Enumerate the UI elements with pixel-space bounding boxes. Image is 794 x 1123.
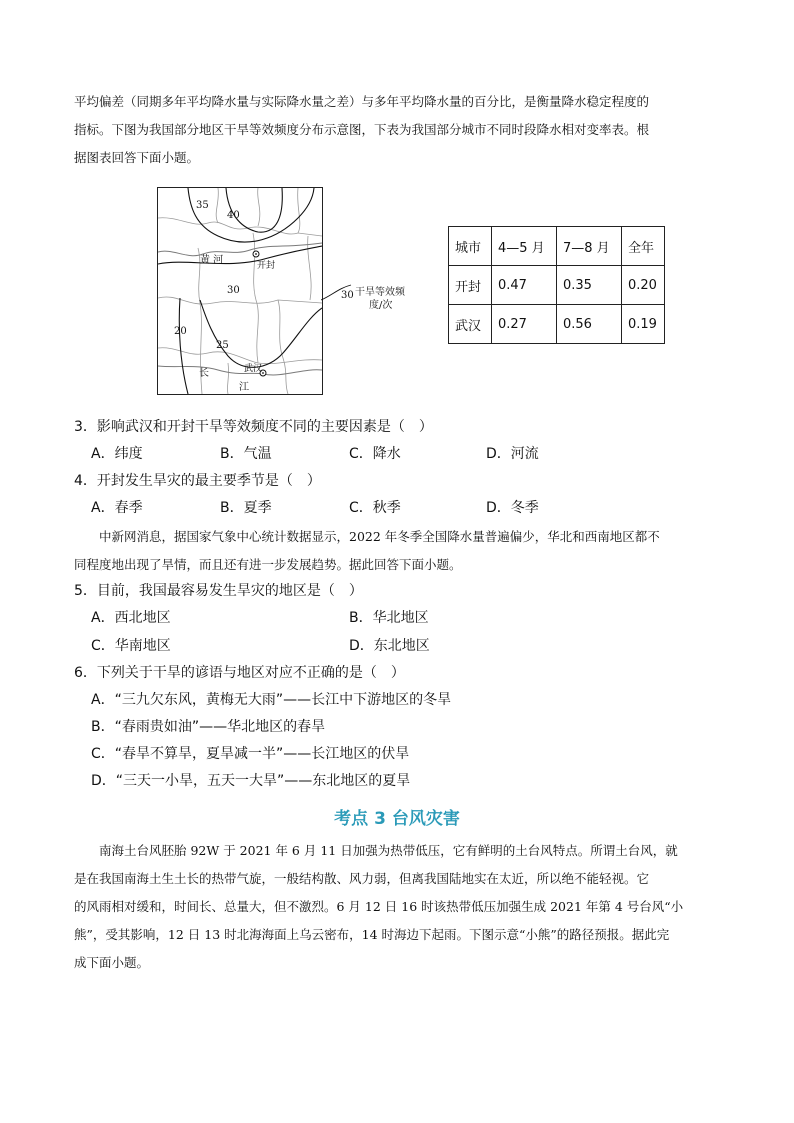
question-3-option-b[interactable]: B．气温 xyxy=(220,446,272,462)
question-3-option-c[interactable]: C．降水 xyxy=(349,446,401,462)
section-title: 考点 3 台风灾害 xyxy=(334,809,460,829)
contour-label-25: 25 xyxy=(216,340,229,351)
table-cell: 0.27 xyxy=(492,305,557,344)
table-cell: 0.47 xyxy=(492,266,557,305)
news-line: 中新网消息，据国家气象中心统计数据显示，2022 年冬季全国降水量普遍偏少，华北和西南地区都不 xyxy=(99,529,660,544)
city-label-kaifeng: 开封 xyxy=(257,261,276,271)
question-5-option-b[interactable]: B．华北地区 xyxy=(349,610,429,626)
map-legend xyxy=(355,286,405,312)
news-line: 同程度地出现了旱情，而且还有进一步发展趋势。据此回答下面小题。 xyxy=(74,557,462,572)
city-label-wuhan: 武汉 xyxy=(244,364,263,374)
river-label-jiang: 江 xyxy=(239,382,249,393)
intro-line: 指标。下图为我国部分地区干旱等效频度分布示意图，下表为我国部分城市不同时段降水相对变率表。根 xyxy=(74,122,650,137)
table-cell: 开封 xyxy=(449,266,492,305)
table-row xyxy=(449,305,665,344)
question-5-option-d[interactable]: D．东北地区 xyxy=(349,638,430,654)
precipitation-variability-table xyxy=(448,226,665,344)
typhoon-line: 的风雨相对缓和，时间长、总量大，但不激烈。6 月 12 日 16 时该热带低压加强生成 2021 年第 4 号台风“小 xyxy=(74,899,684,914)
typhoon-line: 是在我国南海土生土长的热带气旋，一般结构散、风力弱，但离我国陆地实在太近，所以绝不能轻视。它 xyxy=(74,871,650,886)
question-4-option-c[interactable]: C．秋季 xyxy=(349,500,401,516)
typhoon-line: 熊”，受其影响，12 日 13 时北海海面上乌云密布，14 时海边下起雨。下图示意“小熊”的路径预报。据此完 xyxy=(74,927,670,942)
table-cell: 0.20 xyxy=(622,266,665,305)
table-header-cell: 城市 xyxy=(449,227,492,266)
intro-line: 平均偏差（同期多年平均降水量与实际降水量之差）与多年平均降水量的百分比，是衡量降水稳定程度的 xyxy=(74,94,650,109)
question-3-option-d[interactable]: D．河流 xyxy=(486,446,539,462)
question-3-option-a[interactable]: A．纬度 xyxy=(91,446,143,462)
question-5-option-a[interactable]: A．西北地区 xyxy=(91,610,171,626)
question-6-option-c[interactable]: C．“春旱不算旱，夏旱减一半”——长江地区的伏旱 xyxy=(91,746,410,762)
table-header-cell: 4—5 月 xyxy=(492,227,557,266)
question-4-option-d[interactable]: D．冬季 xyxy=(486,500,539,516)
question-4-stem: 4．开封发生旱灾的最主要季节是（ ） xyxy=(74,473,321,489)
drought-frequency-map xyxy=(157,187,323,395)
table-cell: 0.19 xyxy=(622,305,665,344)
table-row xyxy=(449,266,665,305)
legend-value: 30 xyxy=(341,290,354,301)
river-label-chang: 长 xyxy=(199,368,209,379)
typhoon-paragraph xyxy=(74,837,724,977)
question-5-stem: 5．目前，我国最容易发生旱灾的地区是（ ） xyxy=(74,583,363,599)
typhoon-line: 南海土台风胚胎 92W 于 2021 年 6 月 11 日加强为热带低压，它有鲜明的土台风特点。所谓土台风，就 xyxy=(99,843,678,858)
question-6-stem: 6．下列关于干旱的谚语与地区对应不正确的是（ ） xyxy=(74,665,405,681)
table-cell: 0.35 xyxy=(557,266,622,305)
intro-paragraph xyxy=(74,88,724,172)
question-6-option-d[interactable]: D．“三天一小旱，五天一大旱”——东北地区的夏旱 xyxy=(91,773,411,789)
question-6-option-b[interactable]: B．“春雨贵如油”——华北地区的春旱 xyxy=(91,719,326,735)
intro-line: 据图表回答下面小题。 xyxy=(74,150,200,165)
table-header-cell: 全年 xyxy=(622,227,665,266)
news-paragraph xyxy=(74,523,724,579)
question-4-option-b[interactable]: B．夏季 xyxy=(220,500,272,516)
table-cell: 武汉 xyxy=(449,305,492,344)
legend-line: 度/次 xyxy=(369,300,393,311)
map-svg xyxy=(158,188,322,394)
typhoon-line: 成下面小题。 xyxy=(74,955,150,970)
contour-label-40: 40 xyxy=(227,210,240,221)
contour-label-35: 35 xyxy=(196,200,209,211)
river-label-huanghe: 黄 河 xyxy=(200,255,224,266)
table-cell: 0.56 xyxy=(557,305,622,344)
question-5-option-c[interactable]: C．华南地区 xyxy=(91,638,171,654)
legend-line: 干旱等效频 xyxy=(355,287,405,298)
table-header-row xyxy=(449,227,665,266)
contour-label-30: 30 xyxy=(227,285,240,296)
contour-label-20: 20 xyxy=(174,326,187,337)
question-3-stem: 3．影响武汉和开封干旱等效频度不同的主要因素是（ ） xyxy=(74,419,433,435)
question-6-option-a[interactable]: A．“三九欠东风，黄梅无大雨”——长江中下游地区的冬旱 xyxy=(91,692,452,708)
table-header-cell: 7—8 月 xyxy=(557,227,622,266)
question-4-option-a[interactable]: A．春季 xyxy=(91,500,143,516)
